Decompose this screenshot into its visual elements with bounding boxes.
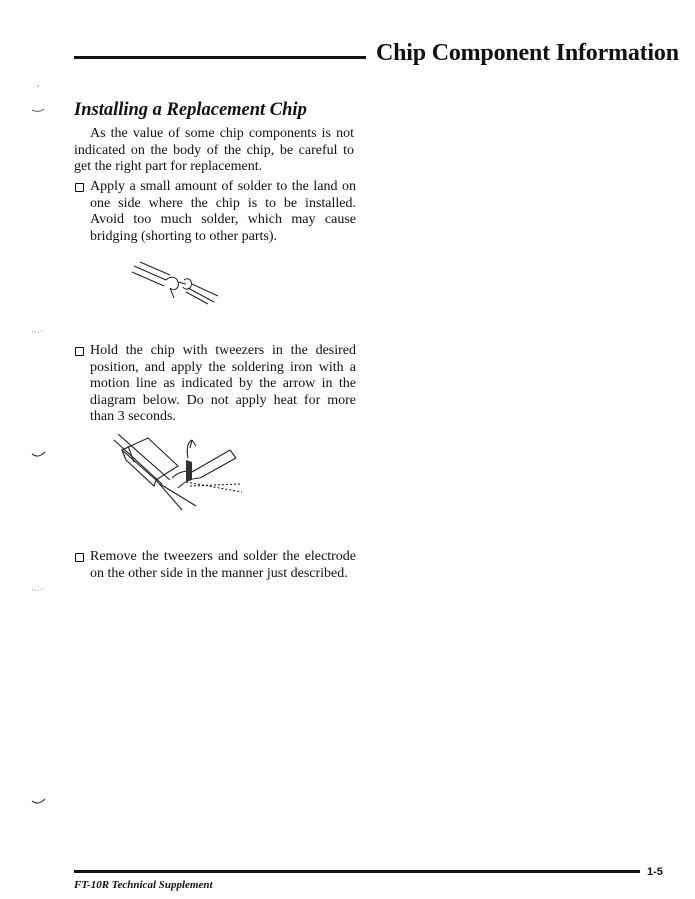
binding-mark xyxy=(30,795,48,807)
footer-title: FT-10R Technical Supplement xyxy=(74,879,213,891)
checkbox-bullet-icon xyxy=(75,347,84,356)
checkbox-bullet-icon xyxy=(75,553,84,562)
soldering-iron-diagram xyxy=(112,432,252,512)
page-title: Chip Component Information xyxy=(376,40,679,66)
page-number: 1-5 xyxy=(647,866,663,878)
header-rule xyxy=(74,56,366,59)
step-2-text: Hold the chip with tweezers in the desired position, and apply the soldering iron with a motion line as indicated by the arrow in the diagram below. Do not apply heat for more than 3 seconds. xyxy=(90,343,356,424)
step-2 xyxy=(74,343,356,426)
step-3-text: Remove the tweezers and solder the electrode on the other side in the manner just described. xyxy=(90,549,356,581)
binding-mark xyxy=(30,448,48,460)
checkbox-bullet-icon xyxy=(75,183,84,192)
step-1-text: Apply a small amount of solder to the land on one side where the chip is to be installed. Avoid too much solder, which may cause bridging (shorting to other parts). xyxy=(90,179,356,244)
section-title: Installing a Replacement Chip xyxy=(74,100,307,120)
intro-paragraph: As the value of some chip components is not indicated on the body of the chip, be careful to get the right part for replacement. xyxy=(74,126,354,174)
solder-land-diagram xyxy=(130,258,220,308)
binding-mark xyxy=(30,325,48,335)
binding-mark xyxy=(30,583,48,593)
binding-mark xyxy=(30,82,48,112)
step-3 xyxy=(74,549,356,582)
step-1 xyxy=(74,179,356,245)
footer-rule xyxy=(74,870,640,873)
